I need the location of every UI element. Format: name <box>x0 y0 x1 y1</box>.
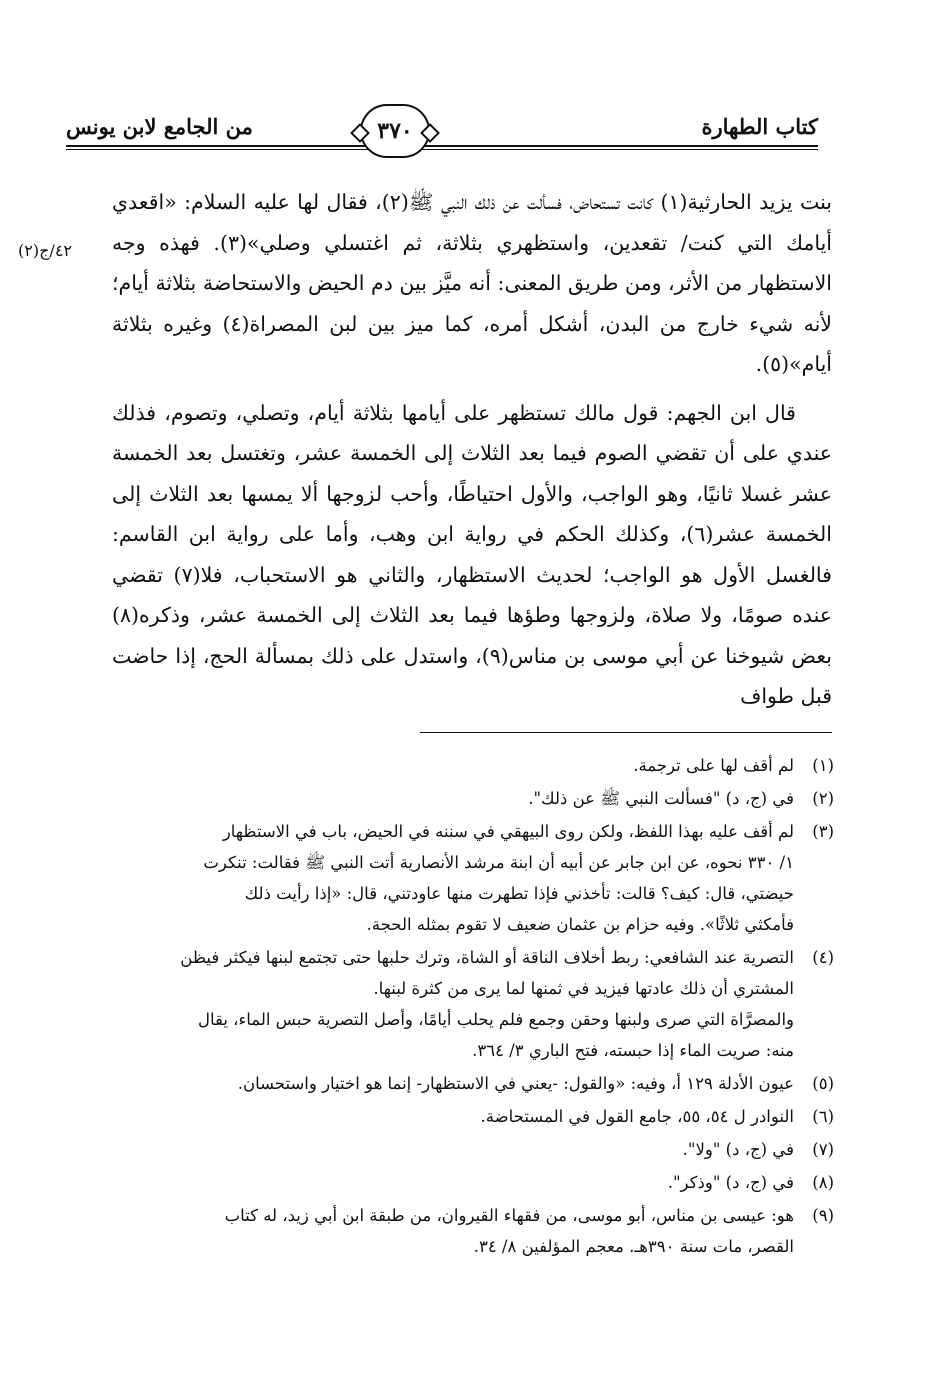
footnote-number: (٦) <box>812 1107 834 1126</box>
footnote-separator <box>420 732 832 733</box>
footnote-number: (٤) <box>812 948 834 967</box>
footnote-8 <box>112 1167 834 1198</box>
footnote-number: (٨) <box>812 1173 834 1192</box>
footnote-text: ١/ ٣٣٠ نحوه، عن ابن جابر عن أبيه أن ابنة مرشد الأنصارية أتت النبي ﷺ فقالت: تنكرت <box>203 853 794 872</box>
footnote-number: (٣) <box>812 822 834 841</box>
footnote-text: والمصرَّاة التي صرى ولبنها وحقن وجمع فلم يحلب أيامًا، وأصل التصرية حبس الماء، يقال <box>197 1010 794 1029</box>
footnote-1 <box>112 750 834 781</box>
header-rule <box>66 145 818 147</box>
footnote-text: في (ج، د) "وذكر". <box>667 1173 794 1192</box>
book-title: كتاب الطهارة <box>701 114 818 139</box>
footnote-text: هو: عيسى بن مناس، أبو موسى، من فقهاء القيروان، من طبقة ابن أبي زيد، له كتاب <box>224 1206 794 1225</box>
footnote-text: المشتري أن ذلك عادتها فيزيد في ثمنها لما يرى من كثرة لبنها. <box>373 979 794 998</box>
footnote-number: (٧) <box>812 1140 834 1159</box>
page-number: ٣٧٠ <box>377 118 413 144</box>
running-header <box>66 104 818 164</box>
footnote-text: القصر، مات سنة ٣٩٠هـ. معجم المؤلفين ٨/ ٣٤. <box>473 1237 794 1256</box>
footnote-text: لم أقف عليه بهذا اللفظ، ولكن روى البيهقي في سننه في الحيض، باب في الاستظهار <box>222 822 794 841</box>
footnote-text: في (ج، د) "فسألت النبي ﷺ عن ذلك". <box>528 789 794 808</box>
main-text <box>112 182 832 717</box>
footnote-2 <box>112 783 834 814</box>
footnote-number: (٩) <box>812 1206 834 1225</box>
footnote-number: (٥) <box>812 1074 834 1093</box>
footnotes <box>112 750 834 1264</box>
footnote-6 <box>112 1101 834 1132</box>
paragraph-1: بنت يزيد الحارثية(١) كانت تستحاض، فسألت عن ذلك النبي ﷺ(٢)، فقال لها عليه السلام: «اقعدي أيامك التي كنت/ تقعدين، واستظهري بثلاثة، ثم اغتسلي وصلي»(٣). فهذه وجه الاستظهار من الأثر، ومن طريق المعنى: أنه ميَّز بين دم الحيض والاستحاضة بثلاثة أيام؛ لأنه شيء خارج من البدن، أشكل أمره، كما ميز بين لبن المصراة(٤) وغيره بثلاثة أيام»(٥). <box>112 190 832 376</box>
footnote-text: عيون الأدلة ١٢٩ أ، وفيه: «والقول: -يعني في الاستظهار- إنما هو اختيار واستحسان. <box>237 1074 794 1093</box>
footnote-7 <box>112 1134 834 1165</box>
footnote-text: فأمكثي ثلاثًا». وفيه حزام بن عثمان ضعيف لا تقوم بمثله الحجة. <box>366 915 794 934</box>
footnote-number: (٢) <box>812 789 834 808</box>
footnote-3 <box>112 816 834 940</box>
header-rule-thin <box>66 149 818 150</box>
footnote-text: لم أقف لها على ترجمة. <box>633 756 794 775</box>
footnote-text: حيضتي، قال: كيف؟ قالت: تأخذني فإذا تطهرت منها عاودتني، قال: «إذا رأيت ذلك <box>244 884 794 903</box>
footnote-4 <box>112 942 834 1066</box>
footnote-text: منه: صريت الماء إذا حبسته، فتح الباري ٣/ ٣٦٤. <box>472 1041 794 1060</box>
footnote-number: (١) <box>812 756 834 775</box>
footnote-5 <box>112 1068 834 1099</box>
footnote-text: في (ج، د) "ولا". <box>682 1140 794 1159</box>
running-title: من الجامع لابن يونس <box>66 114 253 139</box>
page-number-ornament <box>360 104 430 158</box>
footnote-text: النوادر ل ٥٤، ٥٥، جامع القول في المستحاضة. <box>480 1107 794 1126</box>
paragraph-2: قال ابن الجهم: قول مالك تستظهر على أيامها بثلاثة أيام، وتصلي، وتصوم، فذلك عندي على أن تقضي الصوم فيما بعد الثلاث إلى الخمسة عشر، وتغتسل بعد الخمسة عشر غسلا ثانيًا، وهو الواجب، والأول احتياطًا، وأحب لزوجها ألا يمسها بعد الثلاث إلى الخمسة عشر(٦)، وكذلك الحكم في رواية ابن وهب، وأما على رواية ابن القاسم: فالغسل الأول هو الواجب؛ لحديث الاستظهار، والثاني هو الاستحباب، فلا(٧) تقضي عنده صومًا، ولا صلاة، ولزوجها وطؤها فيما بعد الثلاث إلى الخمسة عشر، وذكره(٨) بعض شيوخنا عن أبي موسى بن مناس(٩)، واستدل على ذلك بمسألة الحج، إذا حاضت قبل طواف <box>112 400 832 708</box>
manuscript-folio-ref: ٤٢/ج(٢) <box>18 241 72 260</box>
footnote-9 <box>112 1200 834 1262</box>
footnote-text: التصرية عند الشافعي: ربط أخلاف الناقة أو الشاة، وترك حلبها حتى تجتمع لبنها فيكثر فيظن <box>180 948 794 967</box>
